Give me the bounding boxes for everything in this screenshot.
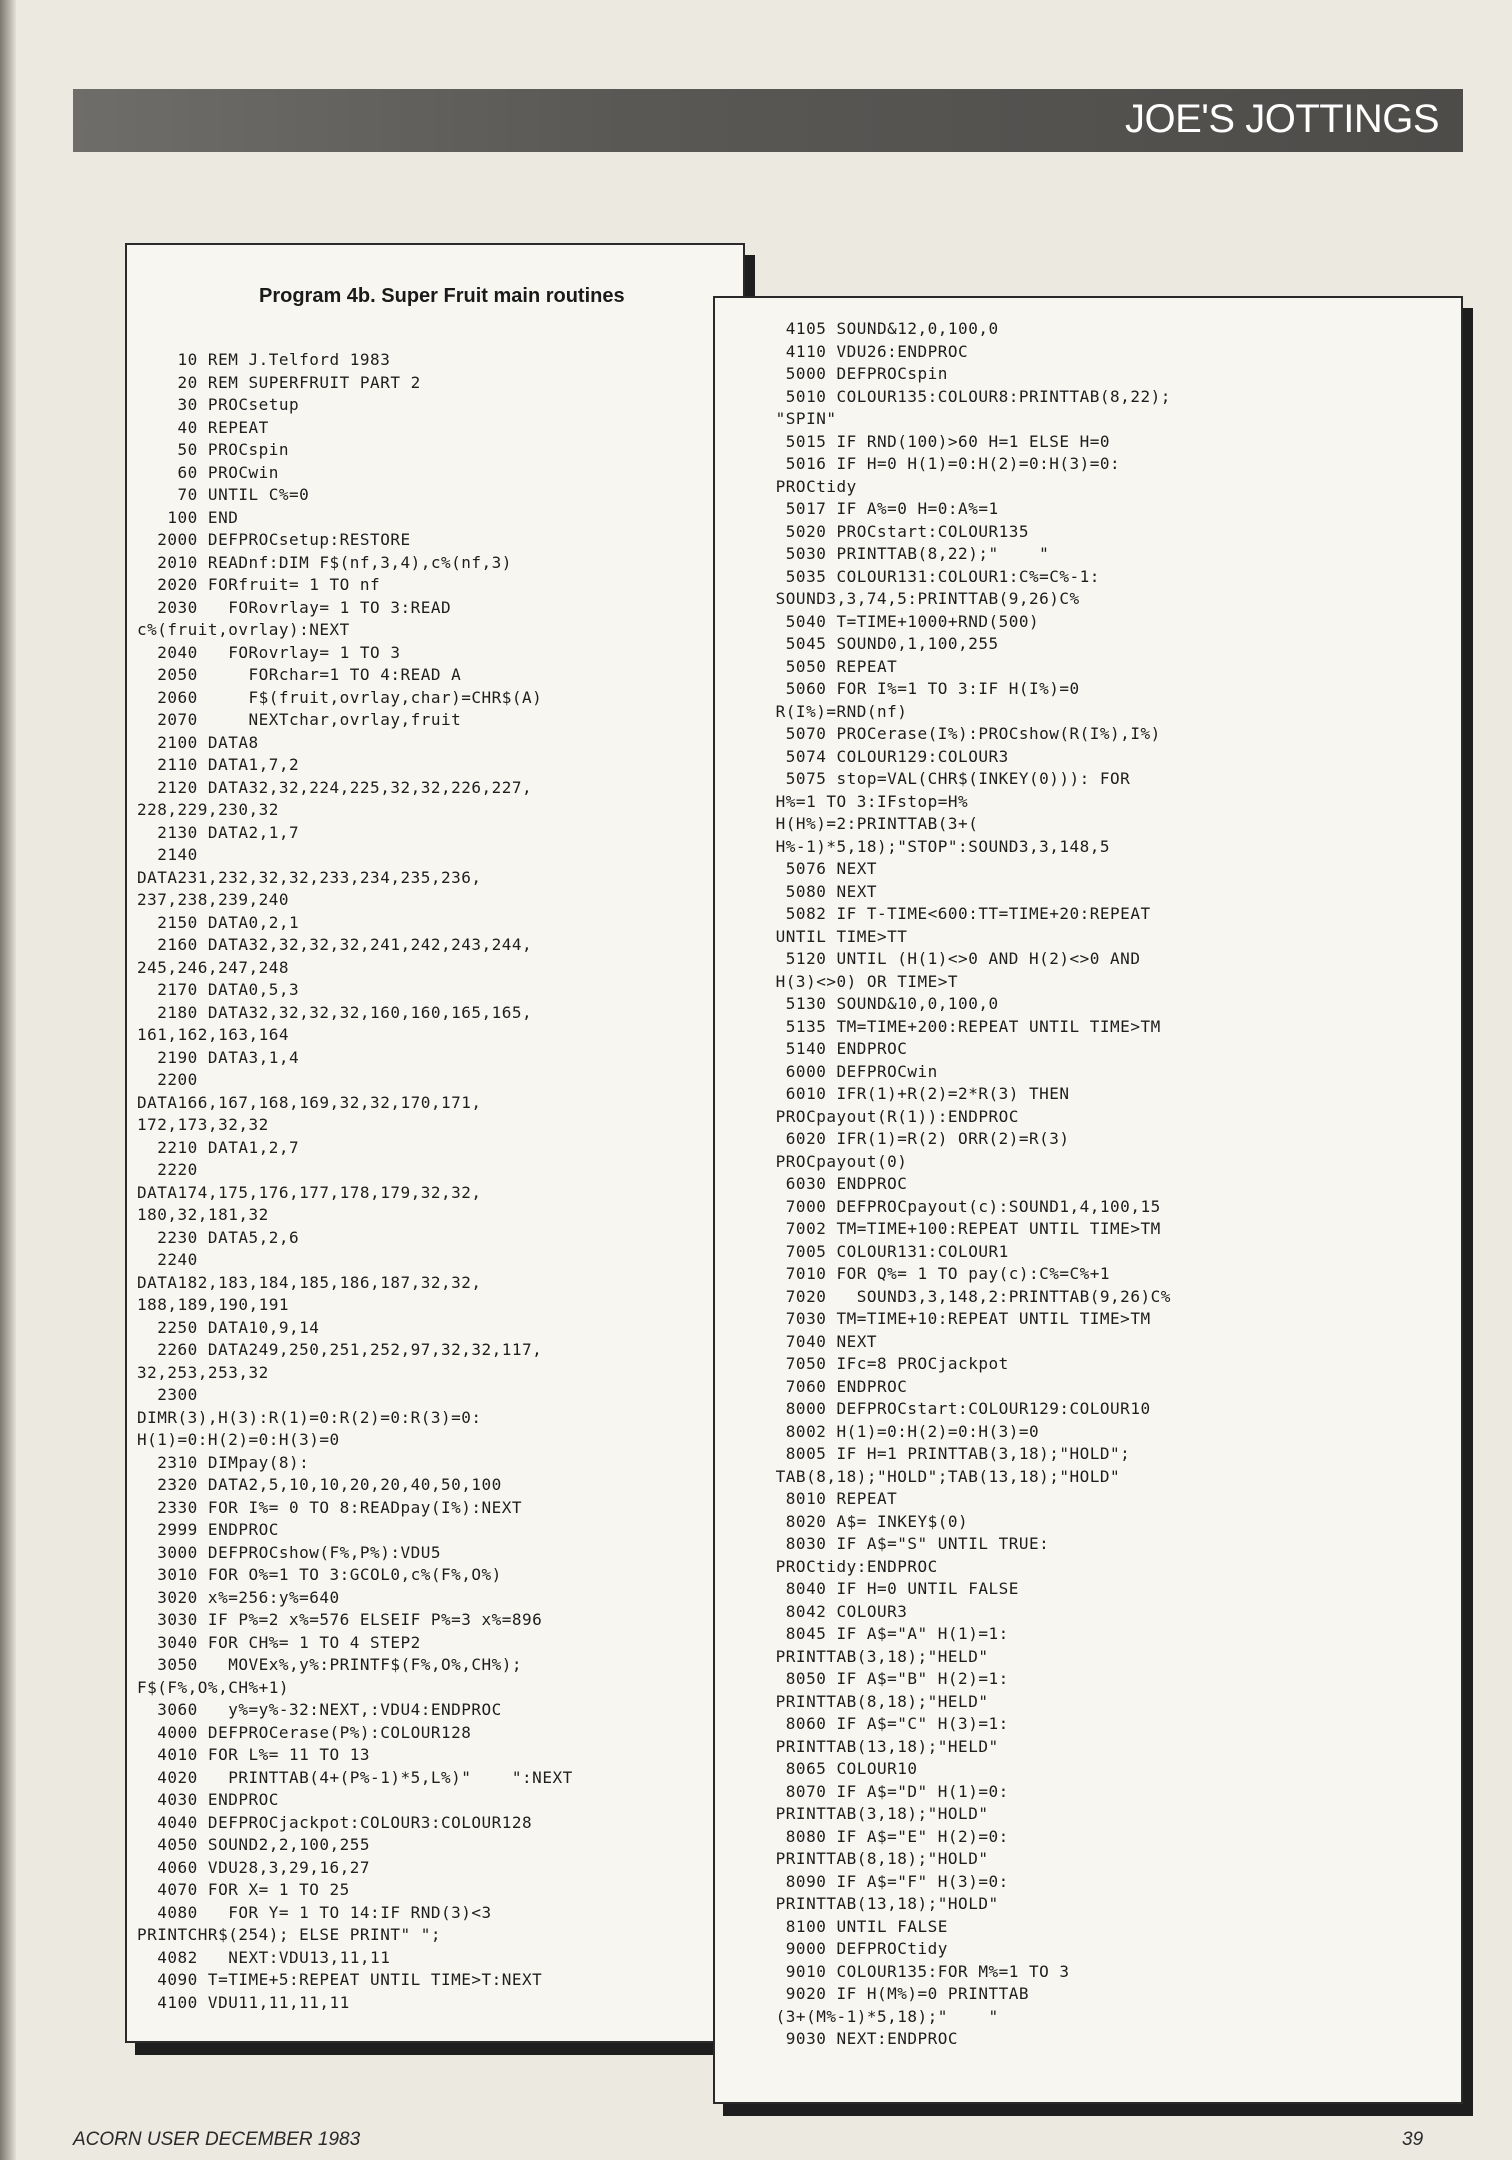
code-line: DATA182,183,184,185,186,187,32,32, bbox=[137, 1272, 482, 1292]
code-listing-panel-left bbox=[125, 243, 745, 2043]
code-listing-left bbox=[137, 349, 735, 2014]
code-line: DATA174,175,176,177,178,179,32,32, bbox=[137, 1182, 482, 1202]
code-line: PROCpayout(0) bbox=[725, 1151, 908, 1171]
code-line: 4060 VDU28,3,29,16,27 bbox=[137, 1857, 371, 1877]
code-line: 3050 MOVEx%,y%:PRINTF$(F%,O%,CH%); bbox=[137, 1655, 523, 1674]
code-line: DATA166,167,168,169,32,32,170,171, bbox=[137, 1092, 482, 1112]
code-line: PRINTTAB(13,18);"HELD" bbox=[725, 1736, 999, 1756]
page-binding-shadow bbox=[0, 0, 16, 2160]
code-line: 9000 DEFPROCtidy bbox=[725, 1939, 948, 1958]
section-header-bar bbox=[73, 89, 1463, 152]
section-title: JOE'S JOTTINGS bbox=[1125, 97, 1439, 141]
code-line: 2240 bbox=[137, 1250, 198, 1269]
code-line: TAB(8,18);"HOLD";TAB(13,18);"HOLD" bbox=[725, 1466, 1121, 1486]
code-line: 4000 DEFPROCerase(P%):COLOUR128 bbox=[137, 1722, 472, 1742]
code-line: PROCtidy:ENDPROC bbox=[725, 1556, 938, 1576]
code-line: 9030 NEXT:ENDPROC bbox=[725, 2029, 959, 2048]
code-line: 8050 IF A$="B" H(2)=1: bbox=[725, 1669, 1009, 1688]
code-line: H%-1)*5,18);"STOP":SOUND3,3,148,5 bbox=[725, 836, 1111, 856]
code-line: 7060 ENDPROC bbox=[725, 1376, 908, 1396]
code-line: 3020 x%=256:y%=640 bbox=[137, 1587, 340, 1607]
code-line: PRINTTAB(3,18);"HELD" bbox=[725, 1646, 989, 1666]
code-line: 4050 SOUND2,2,100,255 bbox=[137, 1835, 371, 1854]
code-line: 2160 DATA32,32,32,32,241,242,243,244, bbox=[137, 935, 533, 954]
code-line: 7000 DEFPROCpayout(c):SOUND1,4,100,15 bbox=[725, 1196, 1161, 1216]
code-line: 172,173,32,32 bbox=[137, 1115, 269, 1134]
code-line: PRINTTAB(8,18);"HOLD" bbox=[725, 1849, 989, 1868]
code-line: 5130 SOUND&10,0,100,0 bbox=[725, 994, 999, 1013]
code-line: 3010 FOR O%=1 TO 3:GCOL0,c%(F%,O%) bbox=[137, 1565, 502, 1584]
code-line: 2060 F$(fruit,ovrlay,char)=CHR$(A) bbox=[137, 687, 543, 707]
code-line: H(H%)=2:PRINTTAB(3+( bbox=[725, 814, 979, 833]
code-line: 6020 IFR(1)=R(2) ORR(2)=R(3) bbox=[725, 1129, 1070, 1148]
code-line: 9010 COLOUR135:FOR M%=1 TO 3 bbox=[725, 1961, 1070, 1981]
code-line: 5020 PROCstart:COLOUR135 bbox=[725, 521, 1029, 541]
code-line: 5075 stop=VAL(CHR$(INKEY(0))): FOR bbox=[725, 769, 1131, 788]
code-line: 30 PROCsetup bbox=[137, 395, 300, 414]
code-line: 2110 DATA1,7,2 bbox=[137, 755, 300, 774]
code-line: 6030 ENDPROC bbox=[725, 1174, 908, 1193]
code-line: 8000 DEFPROCstart:COLOUR129:COLOUR10 bbox=[725, 1399, 1151, 1418]
code-line: 5074 COLOUR129:COLOUR3 bbox=[725, 746, 1009, 766]
code-line: 2130 DATA2,1,7 bbox=[137, 822, 300, 842]
code-line: 2300 bbox=[137, 1385, 198, 1404]
code-line: H%=1 TO 3:IFstop=H% bbox=[725, 791, 969, 811]
code-line: 2140 bbox=[137, 845, 198, 864]
code-line: 2000 DEFPROCsetup:RESTORE bbox=[137, 530, 411, 549]
code-line: 8010 REPEAT bbox=[725, 1489, 898, 1508]
code-line: 4105 SOUND&12,0,100,0 bbox=[725, 319, 999, 338]
code-line: 5010 COLOUR135:COLOUR8:PRINTTAB(8,22); bbox=[725, 386, 1171, 406]
code-line: 8005 IF H=1 PRINTTAB(3,18);"HOLD"; bbox=[725, 1444, 1131, 1463]
code-line: 7010 FOR Q%= 1 TO pay(c):C%=C%+1 bbox=[725, 1264, 1111, 1283]
code-line: 3030 IF P%=2 x%=576 ELSEIF P%=3 x%=896 bbox=[137, 1610, 543, 1629]
code-line: PRINTTAB(3,18);"HOLD" bbox=[725, 1804, 989, 1823]
code-line: 228,229,230,32 bbox=[137, 800, 279, 819]
code-line: 2200 bbox=[137, 1070, 198, 1089]
code-listing-panel-right bbox=[713, 296, 1463, 2104]
code-line: 4110 VDU26:ENDPROC bbox=[725, 341, 969, 361]
code-line: 237,238,239,240 bbox=[137, 890, 289, 909]
code-line: 4082 NEXT:VDU13,11,11 bbox=[137, 1947, 391, 1967]
code-line: 9020 IF H(M%)=0 PRINTTAB bbox=[725, 1984, 1029, 2003]
code-line: 2250 DATA10,9,14 bbox=[137, 1317, 320, 1337]
code-line: 32,253,253,32 bbox=[137, 1362, 269, 1382]
code-line: 40 REPEAT bbox=[137, 417, 269, 437]
code-line: 2330 FOR I%= 0 TO 8:READpay(I%):NEXT bbox=[137, 1497, 523, 1517]
code-line: 5030 PRINTTAB(8,22);" " bbox=[725, 544, 1050, 563]
code-line: 4020 PRINTTAB(4+(P%-1)*5,L%)" ":NEXT bbox=[137, 1767, 573, 1787]
code-line: 8080 IF A$="E" H(2)=0: bbox=[725, 1826, 1009, 1846]
code-line: 8065 COLOUR10 bbox=[725, 1759, 918, 1778]
code-line: 2220 bbox=[137, 1160, 198, 1179]
code-line: 2210 DATA1,2,7 bbox=[137, 1137, 300, 1157]
code-line: 3060 y%=y%-32:NEXT,:VDU4:ENDPROC bbox=[137, 1700, 502, 1719]
code-line: H(3)<>0) OR TIME>T bbox=[725, 971, 959, 991]
code-line: R(I%)=RND(nf) bbox=[725, 701, 908, 721]
code-line: 2120 DATA32,32,224,225,32,32,226,227, bbox=[137, 777, 533, 797]
code-line: 5045 SOUND0,1,100,255 bbox=[725, 634, 999, 653]
code-line: 6000 DEFPROCwin bbox=[725, 1061, 938, 1081]
code-line: H(1)=0:H(2)=0:H(3)=0 bbox=[137, 1430, 340, 1449]
code-line: 5016 IF H=0 H(1)=0:H(2)=0:H(3)=0: bbox=[725, 454, 1121, 473]
code-line: "SPIN" bbox=[725, 409, 837, 428]
code-line: 161,162,163,164 bbox=[137, 1025, 289, 1044]
code-line: 5070 PROCerase(I%):PROCshow(R(I%),I%) bbox=[725, 724, 1161, 743]
code-line: 8030 IF A$="S" UNTIL TRUE: bbox=[725, 1534, 1050, 1553]
code-line: 5000 DEFPROCspin bbox=[725, 364, 948, 383]
code-line: 5135 TM=TIME+200:REPEAT UNTIL TIME>TM bbox=[725, 1016, 1161, 1036]
code-line: 5120 UNTIL (H(1)<>0 AND H(2)<>0 AND bbox=[725, 949, 1141, 968]
code-line: c%(fruit,ovrlay):NEXT bbox=[137, 620, 350, 639]
code-line: 4100 VDU11,11,11,11 bbox=[137, 1992, 350, 2012]
code-line: 2070 NEXTchar,ovrlay,fruit bbox=[137, 710, 462, 729]
code-line: 188,189,190,191 bbox=[137, 1295, 289, 1314]
code-line: 100 END bbox=[137, 507, 239, 527]
code-line: 7005 COLOUR131:COLOUR1 bbox=[725, 1241, 1009, 1261]
code-line: 3040 FOR CH%= 1 TO 4 STEP2 bbox=[137, 1632, 421, 1652]
code-line: PRINTTAB(13,18);"HOLD" bbox=[725, 1894, 999, 1913]
code-line: 2320 DATA2,5,10,10,20,20,40,50,100 bbox=[137, 1475, 502, 1494]
code-line: 5080 NEXT bbox=[725, 881, 877, 901]
code-line: 2020 FORfruit= 1 TO nf bbox=[137, 575, 381, 594]
code-line: 2010 READnf:DIM F$(nf,3,4),c%(nf,3) bbox=[137, 552, 512, 572]
code-line: 8042 COLOUR3 bbox=[725, 1601, 908, 1621]
code-line: 245,246,247,248 bbox=[137, 957, 289, 977]
code-line: 2100 DATA8 bbox=[137, 732, 259, 752]
code-line: 5015 IF RND(100)>60 H=1 ELSE H=0 bbox=[725, 431, 1111, 451]
code-line: 5040 T=TIME+1000+RND(500) bbox=[725, 611, 1040, 631]
code-line: PROCtidy bbox=[725, 476, 857, 496]
code-line: 4070 FOR X= 1 TO 25 bbox=[137, 1880, 350, 1899]
code-line: 8002 H(1)=0:H(2)=0:H(3)=0 bbox=[725, 1421, 1040, 1441]
code-line: 2050 FORchar=1 TO 4:READ A bbox=[137, 665, 462, 684]
code-line: 50 PROCspin bbox=[137, 440, 289, 459]
code-line: 6010 IFR(1)+R(2)=2*R(3) THEN bbox=[725, 1084, 1070, 1103]
code-line: 8060 IF A$="C" H(3)=1: bbox=[725, 1714, 1009, 1733]
code-line: 2310 DIMpay(8): bbox=[137, 1452, 310, 1472]
code-line: 10 REM J.Telford 1983 bbox=[137, 350, 391, 369]
code-line: PROCpayout(R(1)):ENDPROC bbox=[725, 1106, 1019, 1126]
code-line: 7040 NEXT bbox=[725, 1331, 877, 1351]
code-line: 8020 A$= INKEY$(0) bbox=[725, 1511, 969, 1531]
code-listing-right bbox=[725, 318, 1445, 2051]
code-line: DATA231,232,32,32,233,234,235,236, bbox=[137, 867, 482, 887]
code-line: 2030 FORovrlay= 1 TO 3:READ bbox=[137, 597, 452, 617]
publication-footer: ACORN USER DECEMBER 1983 bbox=[73, 2129, 361, 2150]
code-line: 2040 FORovrlay= 1 TO 3 bbox=[137, 642, 401, 662]
program-title: Program 4b. Super Fruit main routines bbox=[259, 285, 625, 307]
code-line: 5076 NEXT bbox=[725, 859, 877, 878]
code-line: 4090 T=TIME+5:REPEAT UNTIL TIME>T:NEXT bbox=[137, 1970, 543, 1989]
code-line: 2999 ENDPROC bbox=[137, 1520, 279, 1539]
code-line: 8100 UNTIL FALSE bbox=[725, 1916, 948, 1936]
code-line: 4040 DEFPROCjackpot:COLOUR3:COLOUR128 bbox=[137, 1812, 533, 1832]
code-line: 8070 IF A$="D" H(1)=0: bbox=[725, 1781, 1009, 1801]
code-line: 5060 FOR I%=1 TO 3:IF H(I%)=0 bbox=[725, 679, 1080, 698]
code-line: 4080 FOR Y= 1 TO 14:IF RND(3)<3 bbox=[137, 1902, 492, 1922]
code-line: (3+(M%-1)*5,18);" " bbox=[725, 2006, 999, 2026]
code-line: 70 UNTIL C%=0 bbox=[137, 485, 310, 504]
code-line: 7030 TM=TIME+10:REPEAT UNTIL TIME>TM bbox=[725, 1309, 1151, 1328]
code-line: 5035 COLOUR131:COLOUR1:C%=C%-1: bbox=[725, 566, 1100, 586]
code-line: 7002 TM=TIME+100:REPEAT UNTIL TIME>TM bbox=[725, 1219, 1161, 1238]
code-line: 2190 DATA3,1,4 bbox=[137, 1047, 300, 1067]
code-line: DIMR(3),H(3):R(1)=0:R(2)=0:R(3)=0: bbox=[137, 1407, 482, 1427]
code-line: PRINTTAB(8,18);"HELD" bbox=[725, 1691, 989, 1711]
code-line: 2150 DATA0,2,1 bbox=[137, 912, 300, 932]
code-line: UNTIL TIME>TT bbox=[725, 926, 908, 946]
code-line: SOUND3,3,74,5:PRINTTAB(9,26)C% bbox=[725, 589, 1080, 608]
code-line: 8045 IF A$="A" H(1)=1: bbox=[725, 1624, 1009, 1643]
code-line: 180,32,181,32 bbox=[137, 1205, 269, 1224]
code-line: 5140 ENDPROC bbox=[725, 1039, 908, 1058]
code-line: 5050 REPEAT bbox=[725, 656, 898, 676]
code-line: F$(F%,O%,CH%+1) bbox=[137, 1677, 289, 1697]
code-line: PRINTCHR$(254); ELSE PRINT" "; bbox=[137, 1925, 441, 1944]
code-line: 2170 DATA0,5,3 bbox=[137, 980, 300, 999]
code-line: 2260 DATA249,250,251,252,97,32,32,117, bbox=[137, 1340, 543, 1359]
code-line: 4030 ENDPROC bbox=[137, 1790, 279, 1809]
page-number: 39 bbox=[1402, 2129, 1424, 2150]
code-line: 7050 IFc=8 PROCjackpot bbox=[725, 1354, 1009, 1373]
code-line: 60 PROCwin bbox=[137, 462, 279, 482]
code-line: 8040 IF H=0 UNTIL FALSE bbox=[725, 1579, 1019, 1598]
code-line: 7020 SOUND3,3,148,2:PRINTTAB(9,26)C% bbox=[725, 1286, 1171, 1306]
code-line: 5017 IF A%=0 H=0:A%=1 bbox=[725, 499, 999, 518]
code-line: 5082 IF T-TIME<600:TT=TIME+20:REPEAT bbox=[725, 904, 1151, 923]
code-line: 8090 IF A$="F" H(3)=0: bbox=[725, 1871, 1009, 1891]
code-line: 20 REM SUPERFRUIT PART 2 bbox=[137, 372, 421, 392]
code-line: 2180 DATA32,32,32,32,160,160,165,165, bbox=[137, 1002, 533, 1022]
code-line: 3000 DEFPROCshow(F%,P%):VDU5 bbox=[137, 1542, 441, 1562]
code-line: 2230 DATA5,2,6 bbox=[137, 1227, 300, 1247]
code-line: 4010 FOR L%= 11 TO 13 bbox=[137, 1745, 371, 1764]
